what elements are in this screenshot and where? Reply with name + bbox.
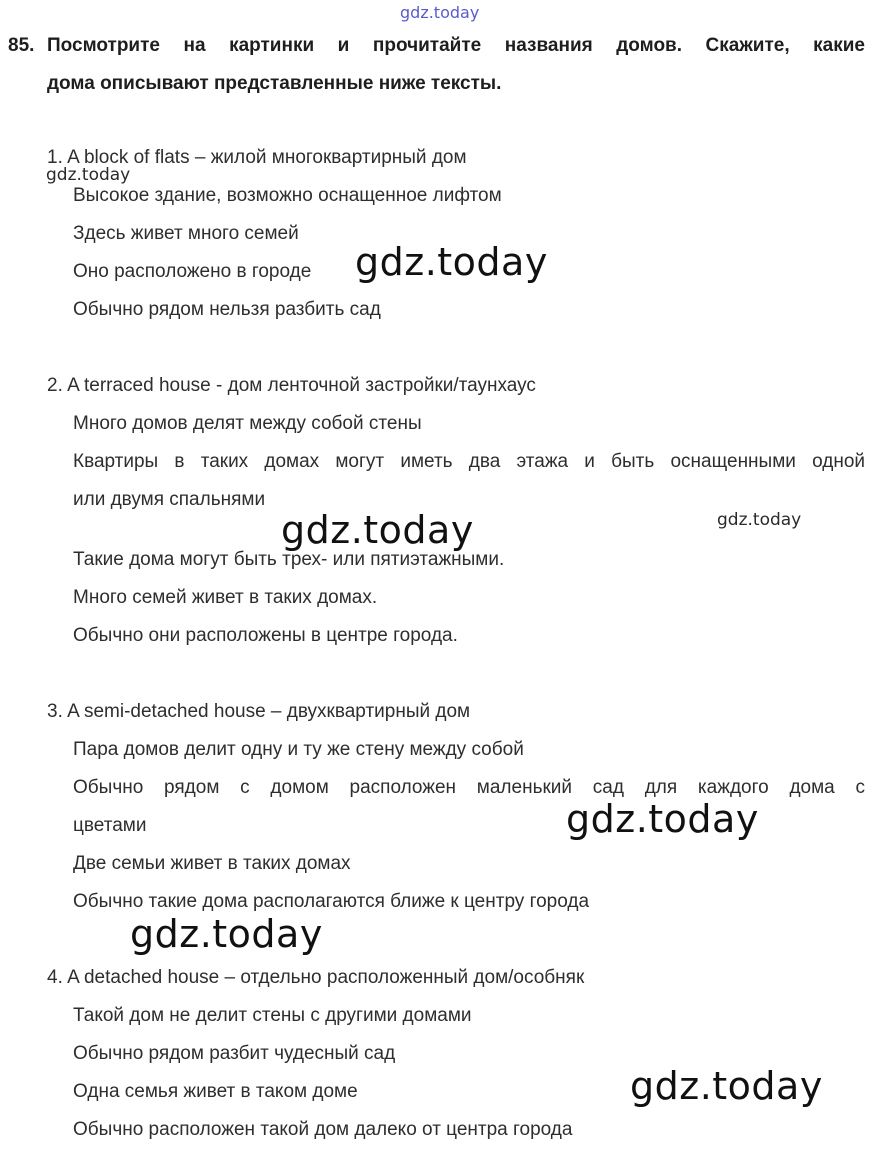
section-line: Обычно рядом нельзя разбить сад [73,299,381,320]
watermark-large: gdz.today [566,797,759,841]
section-line: Обычно такие дома располагаются ближе к центру города [73,891,590,912]
watermark-top: gdz.today [400,3,480,22]
section-line: Обычно они расположены в центре города. [73,625,458,646]
section-title: 1. A block of flats – жилой многоквартирный дом [47,147,467,168]
section-line: цветами [73,815,147,836]
task-instruction-line1: Посмотрите на картинки и прочитайте названия домов. Скажите, какие [47,35,865,56]
section-line: Обычно рядом с домом расположен маленький сад для каждого дома с [73,777,865,798]
section-line: Две семьи живет в таких домах [73,853,351,874]
section-line: Обычно расположен такой дом далеко от центра города [73,1119,573,1140]
section-line: Много домов делят между собой стены [73,413,422,434]
watermark-large: gdz.today [281,508,474,552]
watermark-large: gdz.today [355,240,548,284]
section-line: Оно расположено в городе [73,261,312,282]
watermark-small: gdz.today [46,165,131,185]
section-line: Здесь живет много семей [73,223,299,244]
section-line: Квартиры в таких домах могут иметь два этажа и быть оснащенными одной [73,451,865,472]
section-line: Много семей живет в таких домах. [73,587,378,608]
section-title: 3. A semi-detached house – двухквартирный дом [47,701,471,722]
watermark-large: gdz.today [630,1064,823,1108]
section-line: или двумя спальнями [73,489,266,510]
watermark-large: gdz.today [130,912,323,956]
task-number: 85. [8,35,35,56]
section-line: Высокое здание, возможно оснащенное лифтом [73,185,502,206]
section-line: Пара домов делит одну и ту же стену между собой [73,739,524,760]
section-title: 4. A detached house – отдельно расположенный дом/особняк [47,967,585,988]
section-title: 2. A terraced house - дом ленточной застройки/таунхаус [47,375,536,396]
section-line: Такой дом не делит стены с другими домами [73,1005,472,1026]
section-line: Одна семья живет в таком доме [73,1081,358,1102]
task-instruction-line2: дома описывают представленные ниже тексты. [47,73,502,94]
section-line: Обычно рядом разбит чудесный сад [73,1043,396,1064]
section-line: Такие дома могут быть трех- или пятиэтажными. [73,549,505,570]
watermark-small: gdz.today [717,510,802,530]
